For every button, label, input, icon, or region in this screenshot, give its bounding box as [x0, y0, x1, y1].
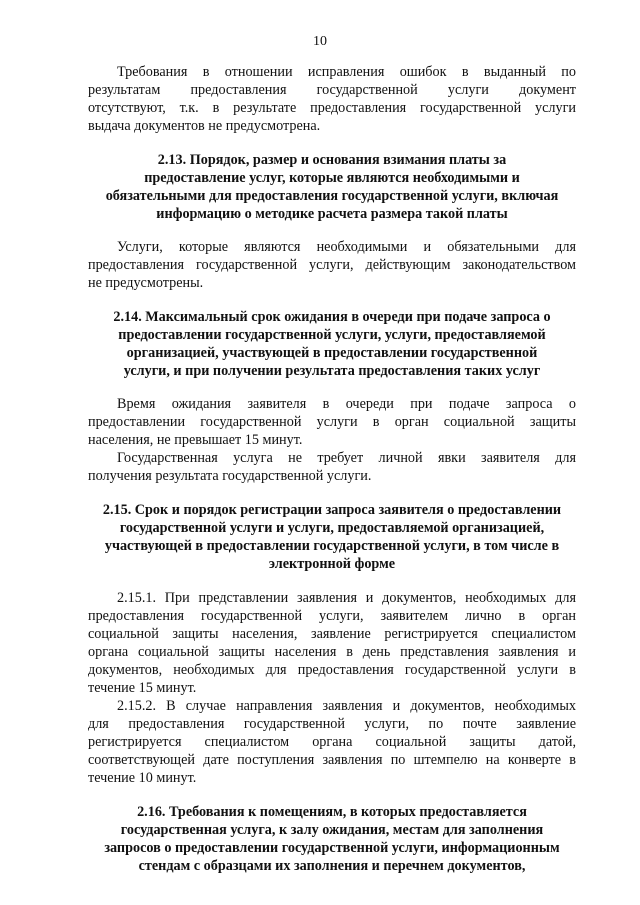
text-line: 2.15.1. При представлении заявления и документов, необходимых для [117, 590, 576, 606]
section-heading: услуги, и при получении результата предоставления таких услуг [123, 363, 541, 379]
section-heading: предоставлении государственной услуги, услуги, предоставляемой [118, 327, 546, 343]
text-line: 2.15.2. В случае направления заявления и документов, необходимых [117, 698, 576, 714]
text-line: не предусмотрены. [88, 275, 204, 291]
section-heading: 2.13. Порядок, размер и основания взимания платы за [157, 152, 507, 168]
text-line: получения результата государственной услуги. [88, 468, 372, 484]
text-line: предоставлении государственной услуги в орган социальной защиты [88, 414, 576, 430]
text-line: результатам предоставления государственной услуги документ [88, 82, 576, 98]
text-line: документов, необходимых для предоставления государственной услуги в [88, 662, 576, 678]
text-line: регистрируется специалистом органа социальной защиты датой, [88, 734, 576, 750]
section-heading: обязательными для предоставления государственной услуги, включая [105, 188, 559, 204]
section-heading: 2.14. Максимальный срок ожидания в очереди при подаче запроса о [113, 309, 551, 325]
text-line: Требования в отношении исправления ошибок в выданный по [117, 64, 576, 80]
text-line: выдача документов не предусмотрена. [88, 118, 321, 134]
text-line: предоставления государственной услуги, заявителем лично в орган [88, 608, 576, 624]
text-line: социальной защиты населения, заявление регистрируется специалистом [88, 626, 576, 642]
text-line: органа социальной защиты населения в день представления заявления и [88, 644, 576, 660]
text-line: Государственная услуга не требует личной явки заявителя для [117, 450, 576, 466]
section-heading: государственной услуги и услуги, предоставляемой организацией, [119, 520, 545, 536]
page-number: 10 [313, 34, 327, 49]
section-heading: информацию о методике расчета размера такой платы [156, 206, 508, 222]
section-heading: 2.15. Срок и порядок регистрации запроса заявителя о предоставлении [102, 502, 562, 518]
text-line: Услуги, которые являются необходимыми и обязательными для [117, 239, 576, 255]
text-line: для предоставления государственной услуги, по почте заявление [88, 716, 576, 732]
section-heading: участвующей в предоставлении государственной услуги, в том числе в [104, 538, 560, 554]
text-line: течение 10 минут. [88, 770, 197, 786]
text-line: отсутствуют, т.к. в результате предоставления государственной услуги [88, 100, 576, 116]
section-heading: электронной форме [268, 556, 396, 572]
section-heading: 2.16. Требования к помещениям, в которых предоставляется [137, 804, 527, 820]
text-line: предоставления государственной услуги, действующим законодательством [88, 257, 576, 273]
section-heading: предоставление услуг, которые являются необходимыми и [144, 170, 520, 186]
text-line: населения, не превышает 15 минут. [88, 432, 303, 448]
text-line: соответствующей дате поступления заявления по штемпелю на конверте в [88, 752, 576, 768]
text-line: течение 15 минут. [88, 680, 197, 696]
text-line: Время ожидания заявителя в очереди при подаче запроса о [117, 396, 576, 412]
section-heading: государственная услуга, к залу ожидания, местам для заполнения [120, 822, 544, 838]
section-heading: стендам с образцами их заполнения и перечнем документов, [138, 858, 526, 874]
section-heading: организацией, участвующей в предоставлении государственной [126, 345, 538, 361]
section-heading: запросов о предоставлении государственной услуги, информационным [104, 840, 560, 856]
